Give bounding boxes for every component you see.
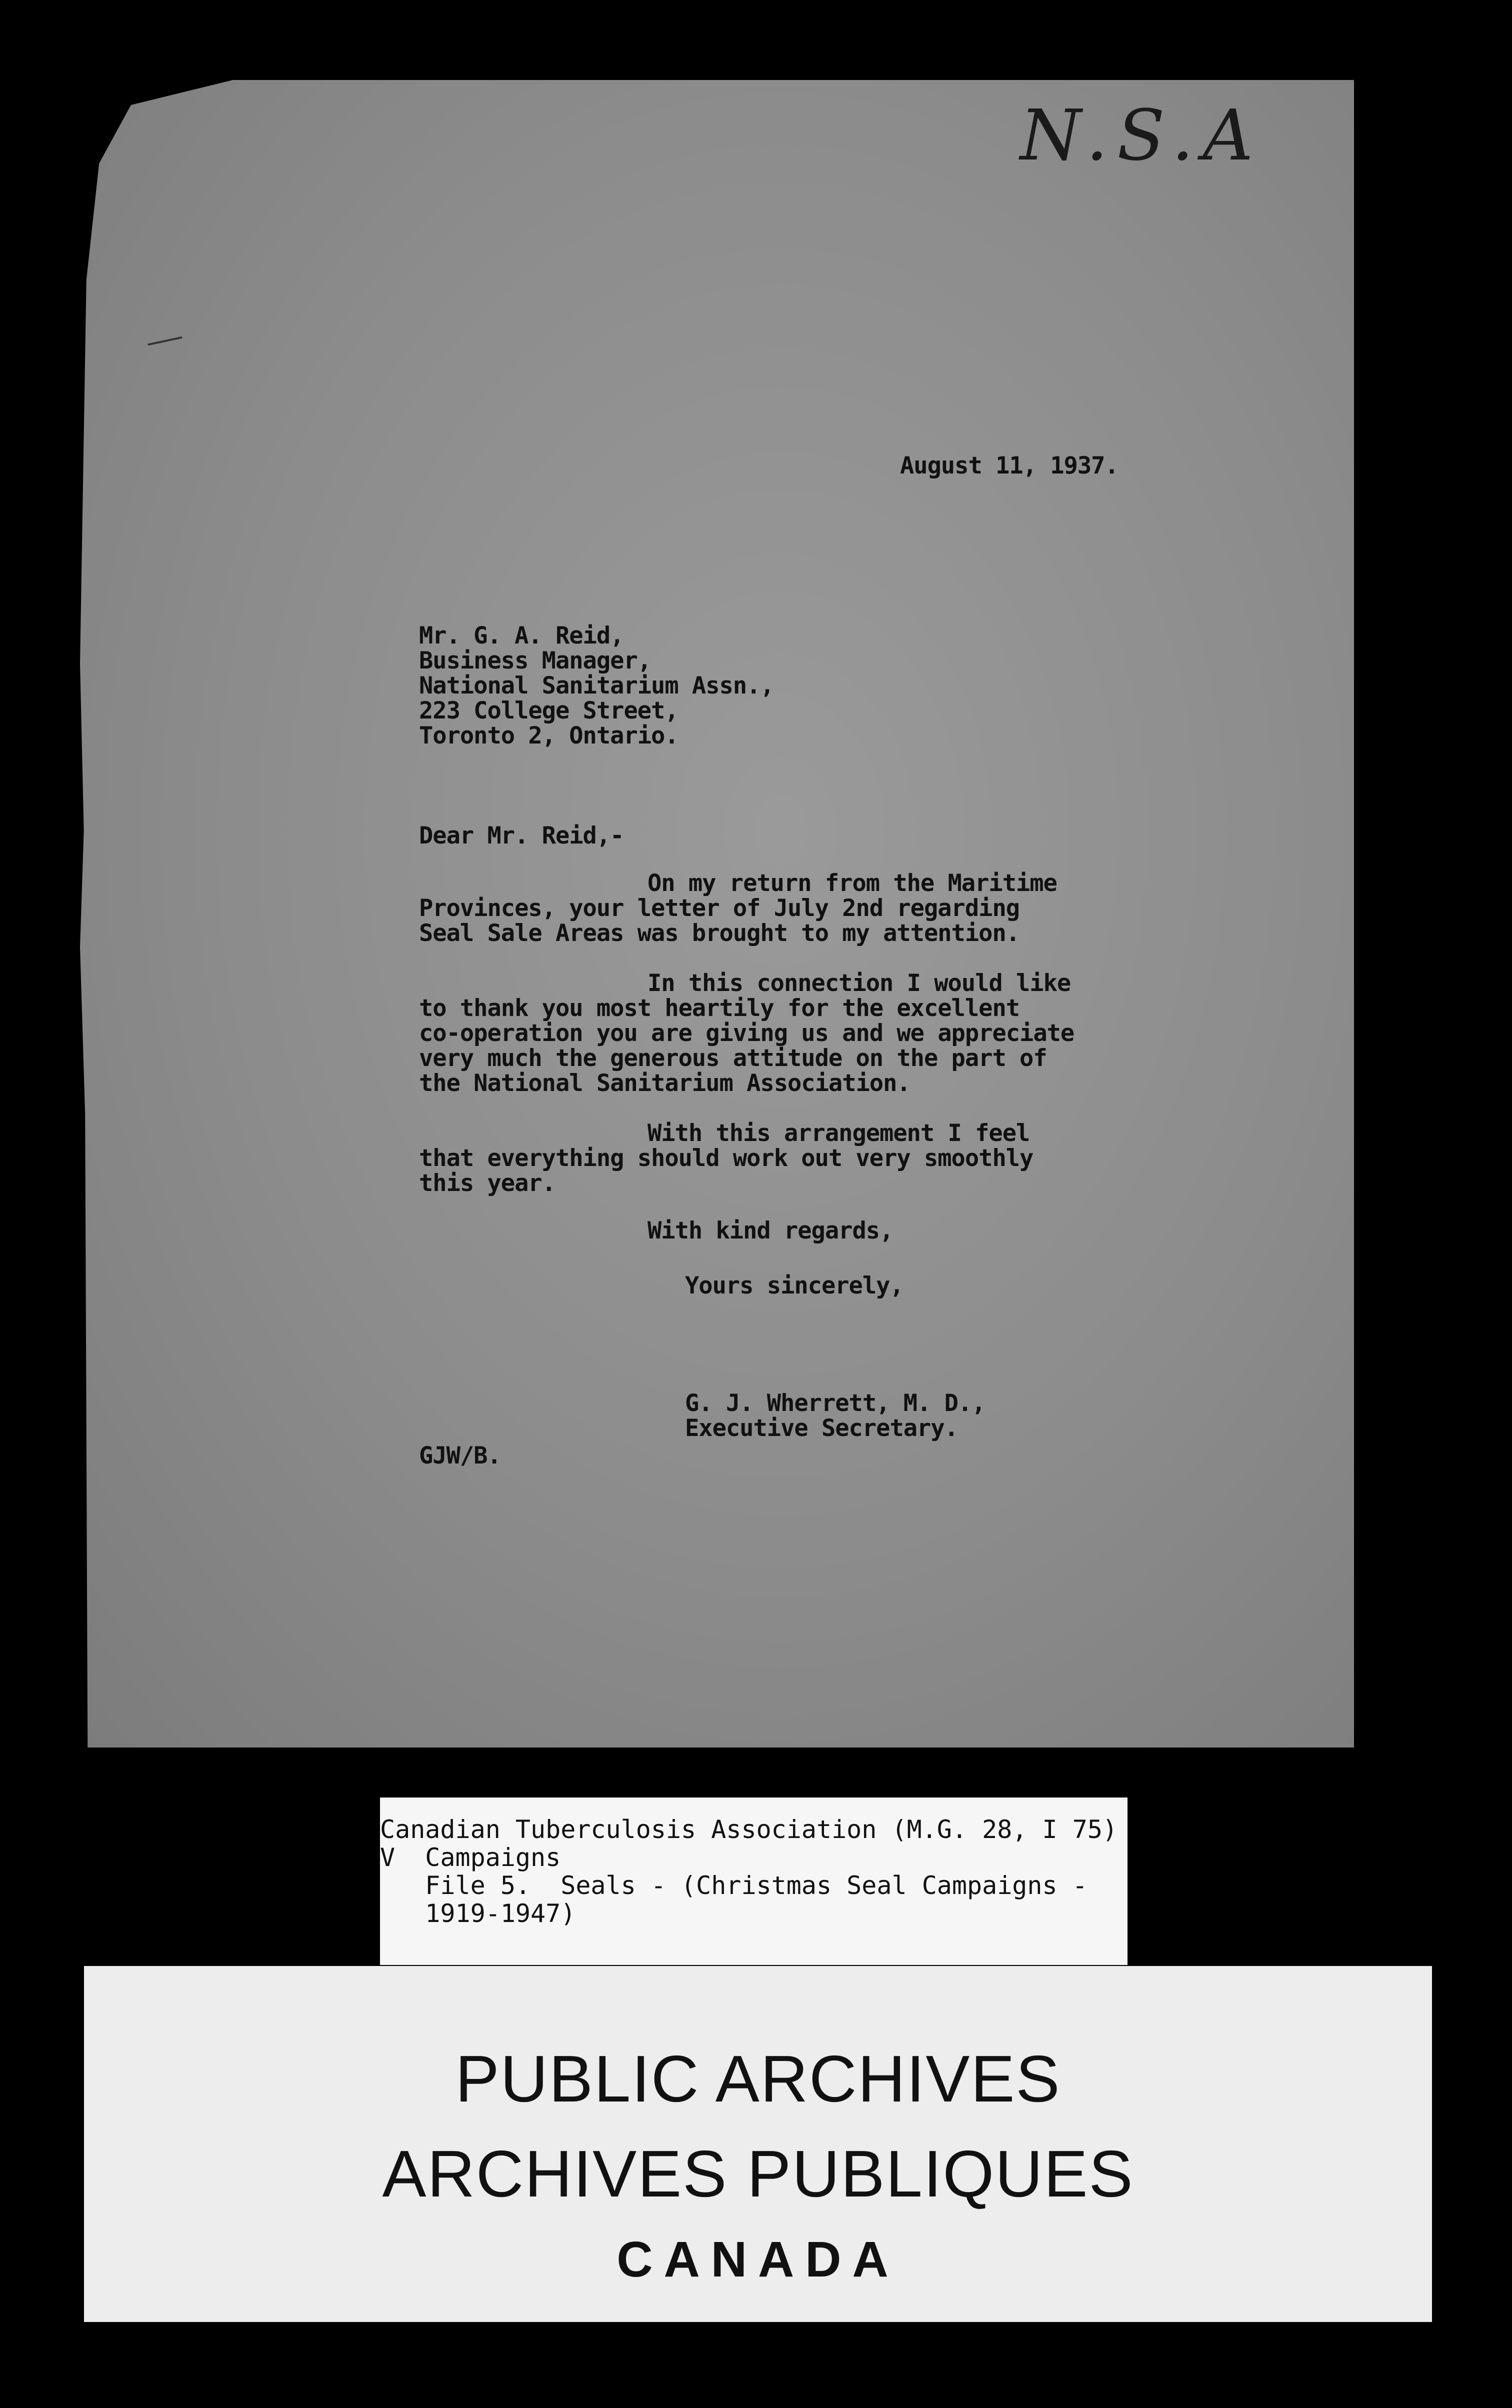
archives-line-country: CANADA	[616, 2232, 900, 2288]
archives-banner	[84, 1966, 1432, 2322]
paragraph-line: the National Sanitarium Association.	[419, 1070, 910, 1097]
letter-date: August 11, 1937.	[900, 452, 1118, 480]
paragraph-line: On my return from the Maritime	[648, 870, 1057, 897]
recipient-line: Mr. G. A. Reid,	[419, 622, 624, 650]
recipient-line: Toronto 2, Ontario.	[419, 722, 678, 750]
file-label-line: V Campaigns	[380, 1843, 561, 1872]
recipient-line: 223 College Street,	[419, 697, 678, 724]
paragraph-line: that everything should work out very smoothly	[419, 1144, 1034, 1172]
paragraph-line: Provinces, your letter of July 2nd regarding	[419, 894, 1020, 922]
recipient-line: Business Manager,	[419, 647, 652, 674]
file-label-line: Canadian Tuberculosis Association (M.G. 28, I 75)	[380, 1815, 1118, 1844]
signature-title: Executive Secretary.	[685, 1414, 958, 1442]
archives-line-english: PUBLIC ARCHIVES	[455, 2042, 1061, 2116]
paragraph-line: this year.	[419, 1170, 556, 1197]
paragraph-line: to thank you most heartily for the excellent	[419, 994, 1020, 1022]
closing-regards: With kind regards,	[648, 1217, 894, 1244]
handwritten-note: N.S.A	[1020, 95, 1262, 176]
typist-initials: GJW/B.	[419, 1442, 501, 1470]
signature-name: G. J. Wherrett, M. D.,	[685, 1390, 986, 1417]
file-label-line: 1919-1947)	[380, 1899, 576, 1928]
file-label	[380, 1798, 1128, 1965]
paragraph-line: very much the generous attitude on the part of	[419, 1044, 1047, 1072]
paragraph-line: In this connection I would like	[648, 970, 1071, 997]
paragraph-line: co-operation you are giving us and we appreciate	[419, 1020, 1074, 1047]
paragraph-line: With this arrangement I feel	[648, 1120, 1030, 1147]
file-label-line: File 5. Seals - (Christmas Seal Campaigns -	[380, 1871, 1088, 1900]
recipient-line: National Sanitarium Assn.,	[419, 672, 774, 700]
closing-sincerely: Yours sincerely,	[685, 1272, 904, 1300]
archives-line-french: ARCHIVES PUBLIQUES	[382, 2137, 1134, 2210]
paragraph-line: Seal Sale Areas was brought to my attention.	[419, 920, 1020, 947]
salutation: Dear Mr. Reid,-	[419, 822, 624, 850]
